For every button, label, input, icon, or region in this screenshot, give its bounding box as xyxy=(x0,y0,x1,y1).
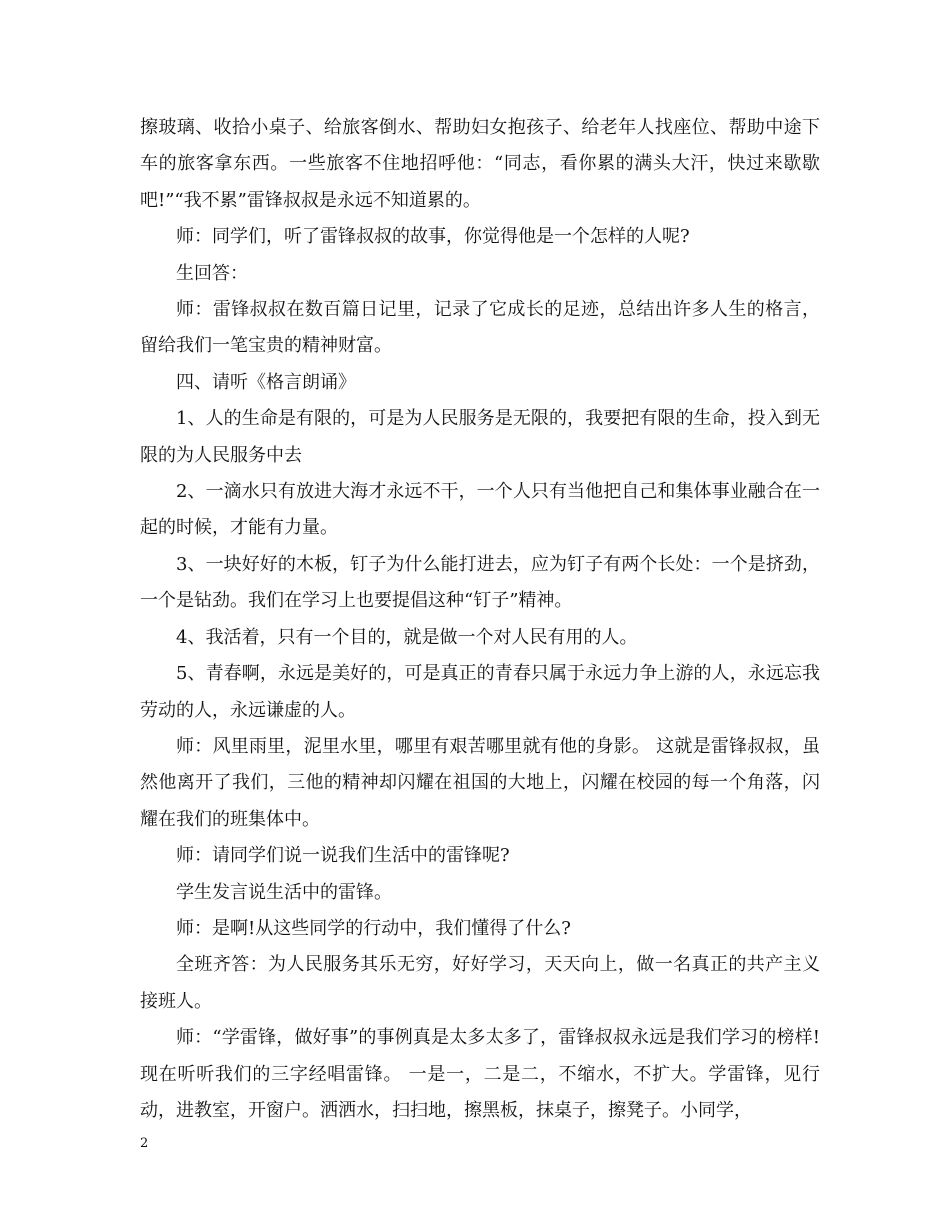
paragraph: 师：“学雷锋，做好事”的事例真是太多太多了，雷锋叔叔永远是我们学习的榜样!现在听听我们的三字经唱雷锋。 一是一，二是二，不缩水，不扩大。学雷锋，见行动，进教室，开窗户。洒洒水，扫扫地，擦黑板，抹桌子，擦凳子。小同学， xyxy=(140,1027,820,1121)
paragraph: 学生发言说生活中的雷锋。 xyxy=(176,881,392,903)
paragraph: 师：雷锋叔叔在数百篇日记里，记录了它成长的足迹，总结出许多人生的格言，留给我们一笔宝贵的精神财富。 xyxy=(140,299,820,357)
paragraph: 师：请同学们说一说我们生活中的雷锋呢? xyxy=(176,845,510,867)
motto-item: 2、一滴水只有放进大海才永远不干，一个人只有当他把自己和集体事业融合在一起的时候，才能有力量。 xyxy=(140,481,820,539)
section-heading: 四、请听《格言朗诵》 xyxy=(176,371,356,393)
paragraph: 师：是啊!从这些同学的行动中，我们懂得了什么? xyxy=(176,917,571,939)
page-number: 2 xyxy=(140,1136,149,1151)
paragraph: 全班齐答：为人民服务其乐无穷，好好学习，天天向上，做一名真正的共产主义接班人。 xyxy=(140,954,820,1012)
motto-item: 4、我活着，只有一个目的，就是做一个对人民有用的人。 xyxy=(176,626,638,648)
motto-item: 3、一块好好的木板，钉子为什么能打进去，应为钉子有两个长处：一个是挤劲，一个是钻劲。我们在学习上也要提倡这种“钉子”精神。 xyxy=(140,553,820,612)
document-body xyxy=(140,110,820,1129)
motto-item: 1、人的生命是有限的，可是为人民服务是无限的，我要把有限的生命，投入到无限的为人民服务中去 xyxy=(140,408,820,466)
paragraph: 生回答： xyxy=(176,262,248,284)
paragraph: 师：同学们，听了雷锋叔叔的故事，你觉得他是一个怎样的人呢? xyxy=(176,226,690,248)
motto-item: 5、青春啊，永远是美好的，可是真正的青春只属于永远力争上游的人，永远忘我劳动的人，永远谦虚的人。 xyxy=(140,663,820,721)
paragraph: 擦玻璃、收拾小桌子、给旅客倒水、帮助妇女抱孩子、给老年人找座位、帮助中途下车的旅客拿东西。一些旅客不住地招呼他：“同志，看你累的满头大汗，快过来歇歇吧!”“我不累”雷锋叔叔是永远不知道累的。 xyxy=(140,117,820,211)
paragraph: 师：风里雨里，泥里水里，哪里有艰苦哪里就有他的身影。 这就是雷锋叔叔，虽然他离开了我们，三他的精神却闪耀在祖国的大地上，闪耀在校园的每一个角落，闪耀在我们的班集体中。 xyxy=(140,735,820,830)
